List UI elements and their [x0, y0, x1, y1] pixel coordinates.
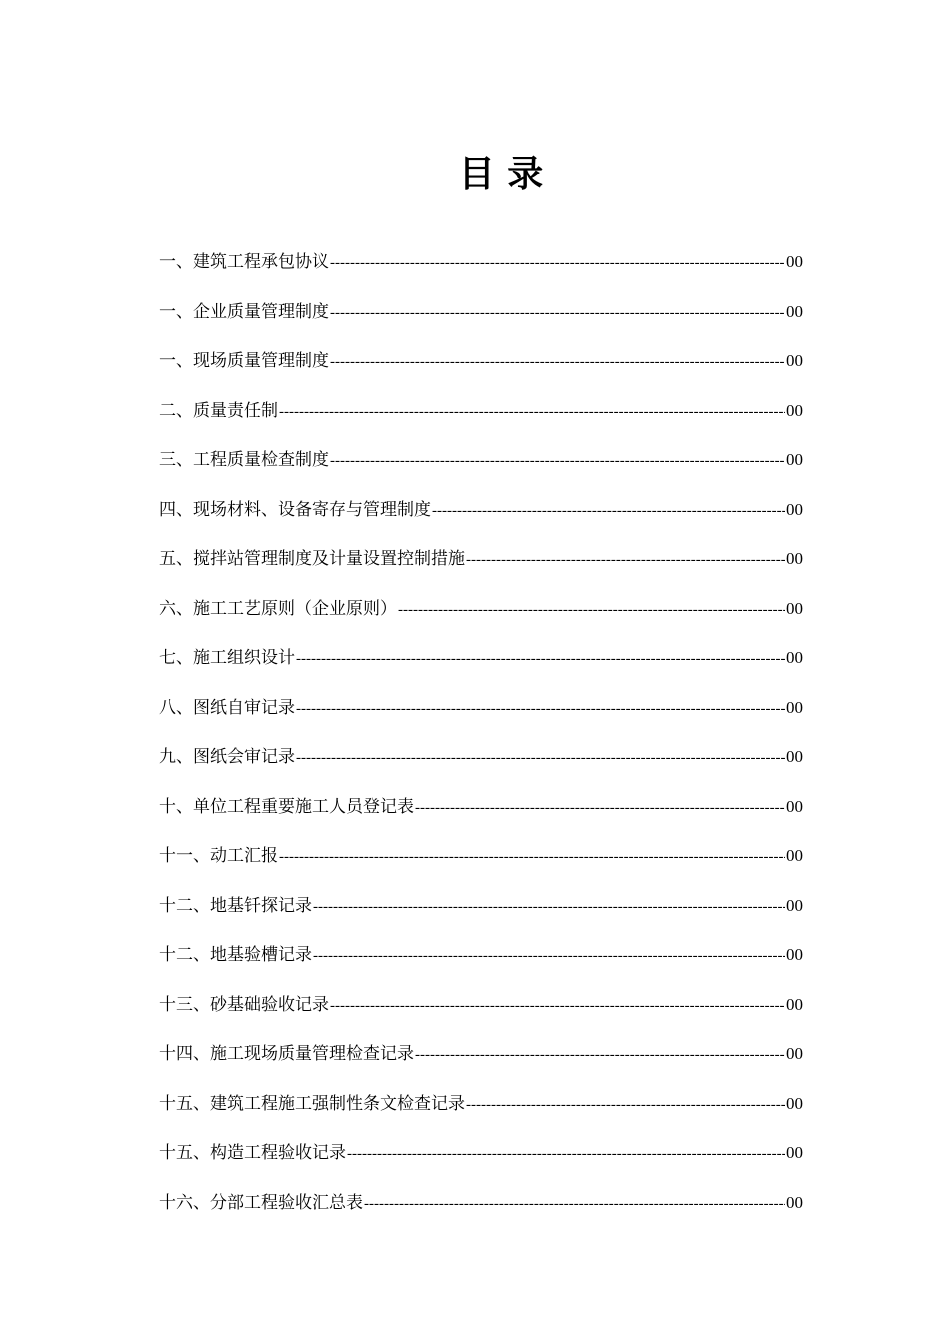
toc-leader-dashes [296, 685, 785, 735]
toc-entry[interactable] [159, 930, 803, 980]
toc-entry-page: 00 [786, 400, 803, 420]
toc-leader-dashes [466, 536, 785, 586]
toc-leader-dashes [330, 289, 785, 339]
toc-entry-page: 00 [786, 796, 803, 816]
toc-leader-dashes [415, 1031, 785, 1081]
toc-entry[interactable] [159, 1128, 803, 1178]
toc-entry[interactable] [159, 1178, 803, 1228]
toc-entry-page: 00 [786, 1143, 803, 1162]
toc-leader-dashes [296, 635, 785, 685]
toc-entry-page: 00 [786, 1192, 803, 1212]
toc-entry-page: 00 [786, 1044, 803, 1063]
toc-leader-dashes [364, 1180, 785, 1230]
toc-entry-page: 00 [786, 301, 803, 321]
toc-entry-page: 00 [786, 499, 803, 519]
toc-entry-label: 八、图纸自审记录 [159, 697, 295, 718]
toc-entry-label: 十二、地基验槽记录 [159, 945, 312, 965]
toc-leader-dashes [313, 932, 785, 982]
toc-entry[interactable] [159, 782, 803, 832]
toc-entry-label: 四、现场材料、设备寄存与管理制度 [159, 499, 431, 520]
toc-leader-dashes [432, 487, 785, 537]
toc-leader-dashes [330, 239, 785, 289]
toc-entry-page: 00 [786, 747, 803, 766]
toc-entry[interactable] [159, 435, 803, 485]
toc-entry[interactable] [159, 831, 803, 881]
toc-entry-page: 00 [786, 697, 803, 717]
toc-entry-label: 二、质量责任制 [159, 400, 278, 421]
toc-leader-dashes [313, 883, 785, 933]
toc-entry-label: 一、建筑工程承包协议 [159, 252, 329, 272]
toc-leader-dashes [398, 586, 785, 636]
page-title: 目 录 [458, 153, 544, 196]
toc-leader-dashes [330, 437, 785, 487]
toc-entry-label: 九、图纸会审记录 [159, 747, 295, 767]
toc-entry[interactable] [159, 1079, 803, 1129]
toc-entry-label: 五、搅拌站管理制度及计量设置控制措施 [159, 549, 465, 569]
toc-entry[interactable] [159, 980, 803, 1030]
toc-entry-label: 十一、动工汇报 [159, 846, 278, 866]
toc-entry-label: 十五、建筑工程施工强制性条文检查记录 [159, 1093, 465, 1114]
toc-entry[interactable] [159, 633, 803, 683]
toc-entry-label: 十六、分部工程验收汇总表 [159, 1192, 363, 1213]
toc-leader-dashes [466, 1081, 785, 1131]
toc-leader-dashes [330, 338, 785, 388]
toc-entry-label: 十五、构造工程验收记录 [159, 1143, 346, 1163]
toc-entry[interactable] [159, 534, 803, 584]
toc-entry-label: 十三、砂基础验收记录 [159, 994, 329, 1015]
toc-entry-page: 00 [786, 994, 803, 1014]
toc-entry[interactable] [159, 336, 803, 386]
toc-leader-dashes [279, 388, 785, 438]
toc-entry[interactable] [159, 386, 803, 436]
toc-entry-page: 00 [786, 450, 803, 469]
table-of-contents [159, 237, 803, 1227]
toc-entry[interactable] [159, 584, 803, 634]
toc-entry-label: 三、工程质量检查制度 [159, 450, 329, 470]
toc-entry-page: 00 [786, 846, 803, 865]
toc-entry-page: 00 [786, 1093, 803, 1113]
toc-leader-dashes [347, 1130, 785, 1180]
toc-entry-page: 00 [786, 945, 803, 964]
toc-entry[interactable] [159, 732, 803, 782]
toc-entry-label: 七、施工组织设计 [159, 648, 295, 668]
toc-leader-dashes [279, 833, 785, 883]
toc-entry-label: 十二、地基钎探记录 [159, 895, 312, 916]
toc-entry-page: 00 [786, 351, 803, 370]
toc-entry-label: 一、企业质量管理制度 [159, 301, 329, 322]
toc-entry-label: 一、现场质量管理制度 [159, 351, 329, 371]
toc-entry[interactable] [159, 237, 803, 287]
toc-entry[interactable] [159, 287, 803, 337]
toc-entry-page: 00 [786, 252, 803, 271]
toc-entry-label: 六、施工工艺原则（企业原则） [159, 598, 397, 619]
toc-leader-dashes [296, 734, 785, 784]
toc-entry[interactable] [159, 683, 803, 733]
toc-entry-label: 十、单位工程重要施工人员登记表 [159, 796, 414, 817]
toc-entry[interactable] [159, 1029, 803, 1079]
toc-entry[interactable] [159, 485, 803, 535]
toc-entry-page: 00 [786, 648, 803, 667]
toc-leader-dashes [330, 982, 785, 1032]
toc-entry-page: 00 [786, 895, 803, 915]
toc-entry-label: 十四、施工现场质量管理检查记录 [159, 1044, 414, 1064]
toc-leader-dashes [415, 784, 785, 834]
toc-entry-page: 00 [786, 549, 803, 568]
toc-entry[interactable] [159, 881, 803, 931]
toc-entry-page: 00 [786, 598, 803, 618]
